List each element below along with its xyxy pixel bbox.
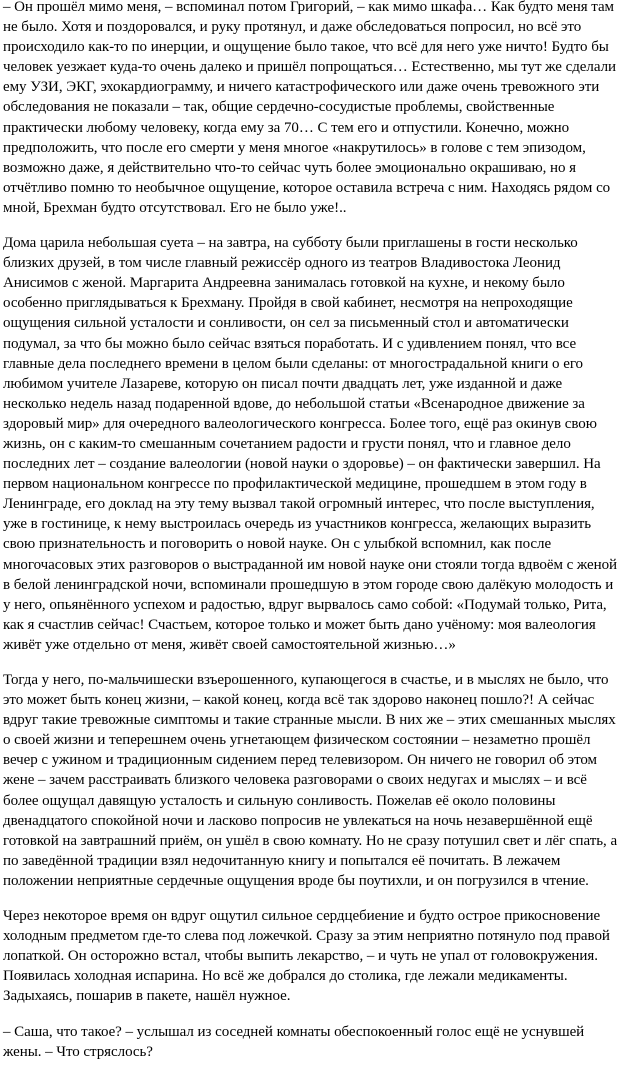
paragraph-5: – Саша, что такое? – услышал из соседней комнаты обеспокоенный голос ещё не уснувшей жены. – Что стряслось? — [3, 1023, 585, 1060]
document-page — [3, 0, 620, 1077]
paragraph-3: Тогда у него, по-мальчишески взъерошенного, купающегося в счастье, и в мыслях не было, что это может быть конец жизни, – какой конец, когда всё так здорово наконец пошло?! А сейчас вдруг такие тревожные симптомы и такие странные мысли. В них же – этих смешанных мыслях о своей жизни и теперешнем очень угнетающем физическом состоянии – незаметно прошёл вечер с ужином и традиционным сидением перед телевизором. Он ничего не говорил об этом жене – зачем расстраивать близкого человека разговорами о своих недугах и мыслях – и всё более ощущал давящую усталость и сильную сонливость. Пожелав её около половины двенадцатого спокойной ночи и ласково попросив не увлекаться на ночь незавершённой ещё готовкой на завтрашний приём, он ушёл в свою комнату. Но не сразу потушил свет и лёг спать, а по заведённой традиции взял недочитанную книгу и попытался её почитать. В лежачем положении неприятные сердечные ощущения вроде бы поутихли, и он погрузился в чтение. — [3, 672, 618, 889]
paragraph-1: – Он прошёл мимо меня, – вспоминал потом Григорий, – как мимо шкафа… Как будто меня там не было. Хотя и поздоровался, и руку протянул, и даже обследоваться попросил, но всё это происходило как-то по инерции, и ощущение было такое, что всё для него уже ничто! Будто бы человек уезжает куда-то очень далеко и пришёл попрощаться… Естественно, мы тут же сделали ему УЗИ, ЭКГ, эхокардиограмму, и ничего катастрофического или даже очень тревожного эти обследования не показали – так, общие сердечно-сосудистые проблемы, свойственные практически любому человеку, когда ему за 70… С тем его и отпустили. Конечно, можно предположить, что после его смерти у меня многое «накрутилось» в голове с тем эпизодом, возможно даже, я действительно что-то сейчас чуть более эмоционально окрашиваю, но я отчётливо помню то необычное ощущение, которое оставила встреча с ним. Находясь рядом со мной, Брехман будто отсутствовал. Его не было уже!.. — [3, 0, 616, 216]
paragraph-2: Дома царила небольшая суета – на завтра, на субботу были приглашены в гости несколько близких друзей, в том числе главный режиссёр одного из театров Владивостока Леонид Анисимов с женой. Маргарита Андреевна занималась готовкой на кухне, и некому было особенно приглядываться к Брехману. Пройдя в свой кабинет, несмотря на непроходящие ощущения сильной усталости и сонливости, он сел за письменный стол и автоматически подумал, за что бы можно было сейчас взяться поработать. И с удивлением понял, что все главные дела последнего времени в целом были сделаны: от многострадальной книги о его любимом учителе Лазареве, которую он писал почти двадцать лет, уже изданной и даже несколько недель назад подаренной вдове, до небольшой статьи «Всенародное движение за здоровый мир» для очередного валеологического конгресса. Более того, ещё раз окинув свою жизнь, он с каким-то смешанным сочетанием радости и грусти понял, что и главное дело последних лет – создание валеологии (новой науки о здоровье) – он фактически завершил. На первом национальном конгрессе по профилактической медицине, прошедшем в этом году в Ленинграде, его доклад на эту тему вызвал такой огромный интерес, что после выступления, уже в гостинице, к нему выстроилась очередь из участников конгресса, желающих выразить свою признательность и поговорить о новой науке. Он с улыбкой вспомнил, как после многочасовых этих разговоров о выстраданной им новой науке они стояли тогда вдвоём с женой в белой ленинградской ночи, вспоминали прошедшую в этом городе свою далёкую молодость и у него, опьянённого успехом и радостью, вдруг вырвалось само собой: «Подумай только, Рита, как я счастлив сейчас! Счастьем, которое только и может быть дано учёному: моя валеология живёт уже отдельно от меня, живёт своей самостоятельной жизнью…» — [3, 235, 618, 653]
paragraph-4: Через некоторое время он вдруг ощутил сильное сердцебиение и будто острое прикосновение холодным предметом где-то слева под ложечкой. Сразу за этим неприятно потянуло под правой лопаткой. Он осторожно встал, чтобы выпить лекарство, – и чуть не упал от головокружения. Появилась холодная испарина. Но всё же добрался до столика, где лежали медикаменты. Задыхаясь, пошарив в пакете, нашёл нужное. — [3, 908, 610, 1005]
